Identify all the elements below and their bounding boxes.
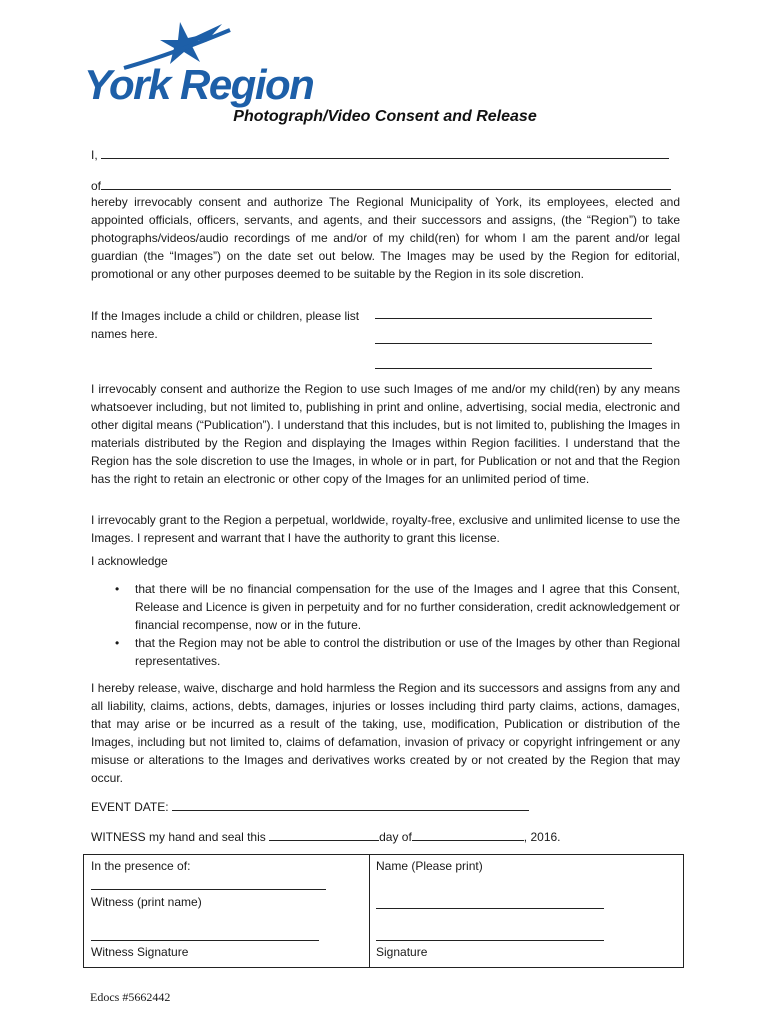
- witness-signature-line[interactable]: [91, 940, 319, 941]
- child-name-line-2[interactable]: [375, 343, 652, 344]
- name-print-label: Name (Please print): [376, 859, 483, 873]
- address-blank[interactable]: [101, 177, 671, 190]
- bullet-icon: •: [115, 582, 120, 596]
- name-line: I,: [91, 146, 680, 164]
- acknowledge-label: I acknowledge: [91, 554, 168, 568]
- bullet-icon: •: [115, 636, 120, 650]
- witness-signature-label: Witness Signature: [91, 945, 189, 959]
- signer-cell: [370, 855, 684, 968]
- authorize-paragraph: I irrevocably consent and authorize the Region to use such Images of me and/or my child(ren) by any means whatsoever including, but not limited to, publishing in print and online, advertising, social media, electronic and other digital means (“Publication”). I understand that this includes, but is not limited to, publishing the Images in materials distributed by the Region and displaying the Images within Region facilities. I understand that the Region has the sole discretion to use the Images, in whole or in part, for Publication or not and that the Region has the right to retain an electronic or other copy of the Images for an unlimited period of time.: [91, 382, 680, 486]
- logo-text: York Region: [84, 61, 314, 108]
- day-blank[interactable]: [269, 828, 379, 841]
- child-name-line-1[interactable]: [375, 318, 652, 319]
- name-blank[interactable]: [101, 146, 669, 159]
- month-blank[interactable]: [412, 828, 524, 841]
- page-title: Photograph/Video Consent and Release: [233, 108, 537, 125]
- release-paragraph: I hereby release, waive, discharge and hold harmless the Region and its successors and assigns from any and all liability, claims, actions, debts, damages, injuries or losses including third party claims, actions, damages, that may arise or be incurred as a result of the taking, use, modification, Publication or distribution of the Images, including but not limited to, claims of defamation, invasion of privacy or copyright infringement or any misuse or alterations to the Images and derivatives works created by or not created by the Region that may occur.: [91, 681, 680, 785]
- witness-cell: [84, 855, 370, 968]
- event-date-blank[interactable]: [172, 798, 529, 811]
- event-date-line: EVENT DATE:: [91, 798, 680, 816]
- presence-label: In the presence of:: [91, 859, 191, 873]
- consent-paragraph: hereby irrevocably consent and authorize The Regional Municipality of York, its employees, elected and appointed officials, officers, servants, and agents, and their successors and assigns, (the “Region”) to take photographs/videos/audio recordings of me and/or of my child(ren) for whom I am the parent and/or legal guardian (the “Images”) on the date set out below. The Images may be used by the Region for editorial, promotional or any other purposes deemed to be suitable by the Region in its sole discretion.: [91, 195, 680, 281]
- children-label: If the Images include a child or children, please list names here.: [91, 309, 360, 341]
- address-line: of: [91, 177, 680, 195]
- witness-line: WITNESS my hand and seal this day of , 2016.: [91, 830, 561, 844]
- york-region-logo: [84, 20, 314, 108]
- name-print-line[interactable]: [376, 908, 604, 909]
- witness-print-line[interactable]: [91, 889, 326, 890]
- witness-print-label: Witness (print name): [91, 895, 202, 909]
- child-name-line-3[interactable]: [375, 368, 652, 369]
- signature-line[interactable]: [376, 940, 604, 941]
- acknowledge-list: [91, 580, 680, 670]
- document-id: Edocs #5662442: [90, 990, 171, 1004]
- list-item: • that the Region may not be able to control the distribution or use of the Images by other than Regional representatives.: [115, 636, 680, 668]
- list-item: • that there will be no financial compensation for the use of the Images and I agree that this Consent, Release and Licence is given in perpetuity and for no further consideration, credit acknowledgement or financial recompense, now or in the future.: [115, 582, 680, 632]
- signature-table: [83, 854, 684, 968]
- license-paragraph: I irrevocably grant to the Region a perpetual, worldwide, royalty-free, exclusive and unlimited license to use the Images. I represent and warrant that I have the authority to grant this license.: [91, 513, 680, 545]
- signature-label: Signature: [376, 945, 428, 959]
